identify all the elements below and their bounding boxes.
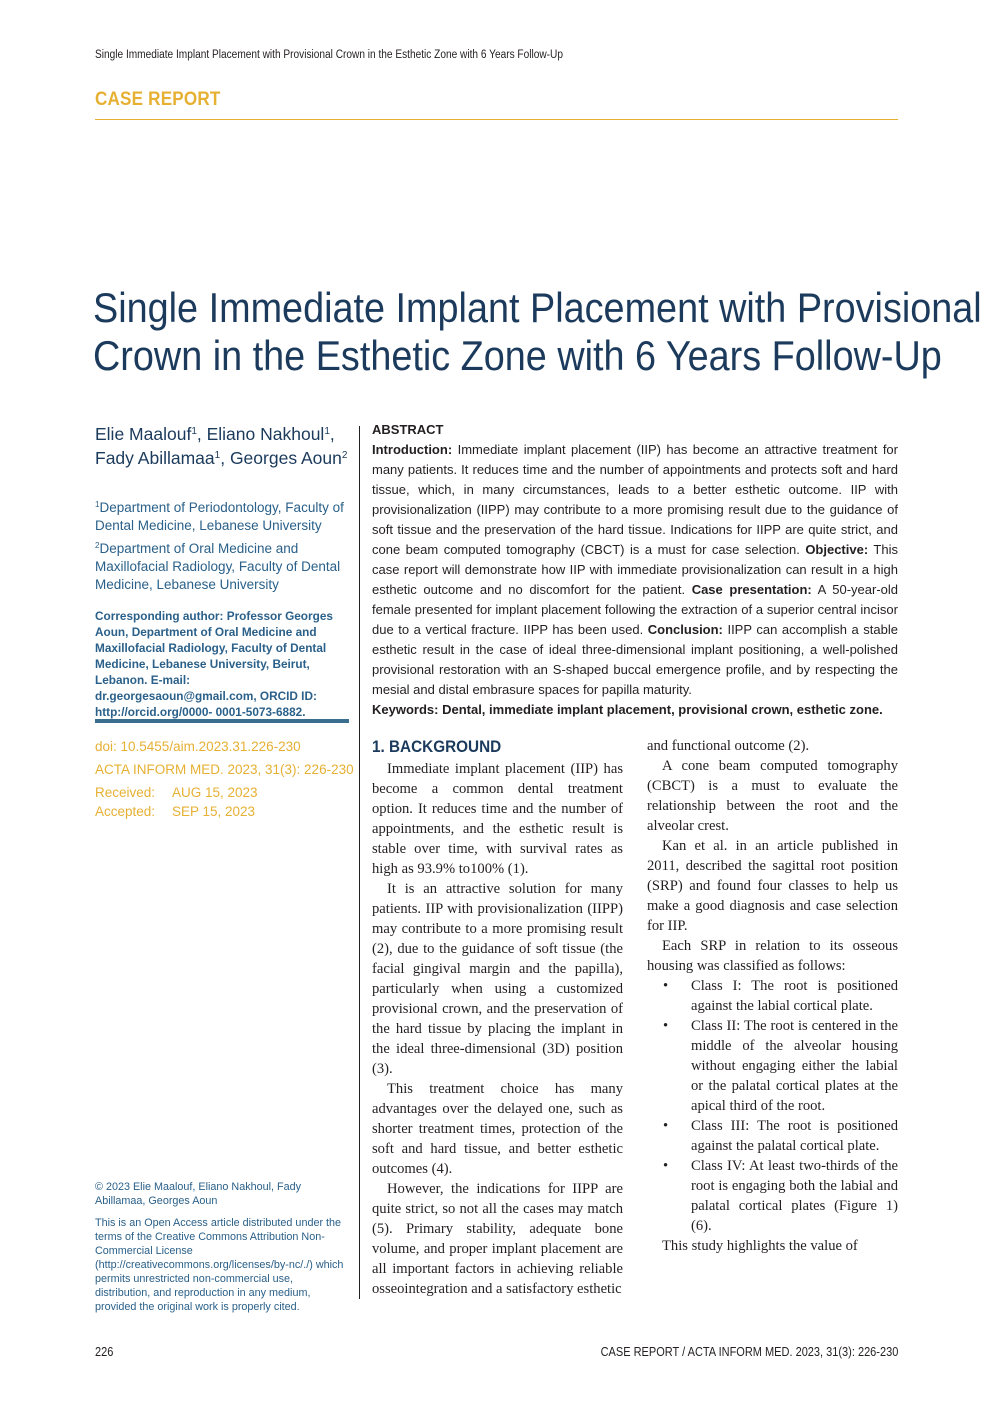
abstract-heading: ABSTRACT bbox=[372, 422, 444, 437]
body-paragraph: However, the indications for IIPP are quite strict, so not all the cases may match (5). Primary stability, adequate bone volume, and proper implant placement are all important factors in achieving reliable osseointegration and a satisfactory esthetic bbox=[372, 1181, 623, 1297]
body-column-1 bbox=[372, 736, 623, 1299]
affiliation-mark: 1 bbox=[95, 500, 100, 509]
author-affil-mark: 1 bbox=[324, 426, 330, 437]
abstract bbox=[372, 420, 898, 720]
copyright-notice: © 2023 Elie Maalouf, Eliano Nakhoul, Fady Abillamaa, Georges Aoun bbox=[95, 1181, 302, 1207]
list-item bbox=[647, 1016, 898, 1116]
affiliation-1 bbox=[95, 496, 350, 535]
accepted-row bbox=[95, 802, 258, 821]
section-label: CASE REPORT bbox=[95, 89, 221, 110]
abstract-intro-text: Immediate implant placement (IIP) has become an attractive treatment for many patients. It reduces time and the number of appointments and protects soft and hard tissue, which, in many circumstances, leads to a better esthetic outcome. IIP with provisionalization (IIPP) may contribute to a more promising result due to the guidance of soft tissue and the preservation of the hard tissue. Indications for IIPP are quite strict, and cone beam computed tomography (CBCT) is a must for case selection. bbox=[372, 442, 898, 557]
sidebar-divider bbox=[95, 719, 349, 723]
abstract-keywords: Keywords: Dental, immediate implant placement, provisional crown, esthetic zone. bbox=[372, 702, 883, 717]
body-paragraph: It is an attractive solution for many patients. IIP with provisionalization (IIPP) may contribute to a more promising result (2), due to the guidance of soft tissue (the facial gingival margin and the papilla), particularly when using a customized provisional crown, and the preservation of the hard tissue by placing the implant in the ideal three-dimensional (3D) position (3). bbox=[372, 881, 623, 1077]
author-affil-mark: 1 bbox=[214, 450, 221, 461]
list-item bbox=[647, 976, 898, 1016]
author-affil-mark: 2 bbox=[341, 450, 348, 461]
page-number: 226 bbox=[95, 1345, 114, 1359]
list-item-text: Class I: The root is positioned against the labial cortical plate. bbox=[691, 978, 898, 1014]
list-item-text: Class II: The root is centered in the middle of the alveolar housing without engaging either the labial or the palatal cortical plates at the apical third of the root. bbox=[691, 1018, 898, 1114]
abstract-objective-text: This case report will demonstrate how IIP with immediate provisionalization can result in a high esthetic outcome and no discomfort for the patient. bbox=[372, 542, 898, 597]
list-item bbox=[647, 1116, 898, 1156]
accepted-date: SEP 15, 2023 bbox=[172, 804, 256, 819]
list-item-text: Class IV: At least two-thirds of the root is engaging both the labial and palatal cortical plates (Figure 1) (6). bbox=[691, 1158, 898, 1234]
affiliation-text: Department of Oral Medicine and Maxillofacial Radiology, Faculty of Dental Medicine, Lebanese University bbox=[95, 541, 341, 592]
body-column-2 bbox=[647, 736, 898, 1256]
author-name: , Fady Abillamaa bbox=[95, 424, 335, 468]
list-item-text: Class III: The root is positioned against the palatal cortical plate. bbox=[691, 1118, 898, 1154]
body-paragraph: Each SRP in relation to its osseous housing was classified as follows: bbox=[647, 938, 898, 974]
author-list bbox=[95, 421, 355, 469]
abstract-body bbox=[372, 440, 898, 700]
bullet-icon: • bbox=[663, 1118, 669, 1134]
article-title bbox=[93, 284, 982, 380]
affiliation-mark: 2 bbox=[95, 541, 100, 550]
accepted-label: Accepted: bbox=[95, 804, 156, 819]
bullet-icon: • bbox=[663, 1158, 669, 1174]
author-name: Elie Maalouf bbox=[95, 424, 192, 444]
footer-journal-ref: CASE REPORT / ACTA INFORM MED. 2023, 31(3): 226-230 bbox=[600, 1345, 898, 1359]
received-date: AUG 15, 2023 bbox=[172, 785, 258, 800]
title-line-2: Crown in the Esthetic Zone with 6 Years Follow-Up bbox=[93, 332, 942, 379]
running-head: Single Immediate Implant Placement with Provisional Crown in the Esthetic Zone with 6 Years Follow-Up bbox=[95, 49, 563, 61]
corresponding-author: Corresponding author: Professor Georges Aoun, Department of Oral Medicine and Maxillofacial Radiology, Faculty of Dental Medicine, Lebanese University, Beirut, Lebanon. E-mail: dr.georgesaoun@gmail.com, ORCID ID: http://orcid.org/0000- 0001-5073-6882. bbox=[95, 609, 333, 719]
srp-class-list bbox=[647, 976, 898, 1236]
received-label: Received: bbox=[95, 785, 156, 800]
title-line-1: Single Immediate Implant Placement with Provisional bbox=[93, 284, 982, 331]
header-divider bbox=[95, 119, 898, 120]
affiliation-text: Department of Periodontology, Faculty of Dental Medicine, Lebanese University bbox=[95, 500, 344, 533]
column-divider bbox=[359, 426, 360, 1299]
author-affil-mark: 1 bbox=[191, 426, 197, 437]
body-paragraph: A cone beam computed tomography (CBCT) is a must to evaluate the relationship between the root and the alveolar crest. bbox=[647, 758, 898, 834]
bullet-icon: • bbox=[663, 1018, 669, 1034]
body-paragraph: Immediate implant placement (IIP) has become a common dental treatment option. It reduces time and the number of appointments, and the esthetic result is stable over time, with survival rates as high as 93.9% to100% (1). bbox=[372, 761, 623, 877]
affiliation-2 bbox=[95, 537, 350, 594]
abstract-conclusion-label: Conclusion: bbox=[647, 622, 723, 637]
body-paragraph: Kan et al. in an article published in 2011, described the sagittal root position (SRP) and found four classes to help us make a good diagnosis and case selection for IIP. bbox=[647, 838, 898, 934]
bullet-icon: • bbox=[663, 978, 669, 994]
abstract-objective-label: Objective: bbox=[805, 542, 869, 557]
journal-reference: ACTA INFORM MED. 2023, 31(3): 226-230 bbox=[95, 762, 354, 777]
abstract-conclusion-text: IIPP can accomplish a stable esthetic result in the case of ideal three-dimensional implant positioning, a well-polished provisional restoration with an S-shaped buccal emergence profile, and by respecting the mesial and distal embrasure spaces for papilla maturity. bbox=[372, 622, 898, 697]
doi: doi: 10.5455/aim.2023.31.226-230 bbox=[95, 739, 301, 754]
body-paragraph: This treatment choice has many advantages over the delayed one, such as shorter treatment times, protection of the soft and hard tissue, and better esthetic outcomes (4). bbox=[372, 1081, 623, 1177]
abstract-case-text: A 50-year-old female presented for implant placement following the extraction of a superior central incisor due to a vertical fracture. IIPP has been used. bbox=[372, 582, 898, 637]
abstract-case-label: Case presentation: bbox=[691, 582, 812, 597]
author-name: , Georges Aoun bbox=[220, 448, 342, 468]
article-dates bbox=[95, 783, 258, 821]
section-heading-background: 1. BACKGROUND bbox=[372, 737, 502, 756]
received-row bbox=[95, 783, 258, 802]
list-item bbox=[647, 1156, 898, 1236]
body-paragraph: This study highlights the value of bbox=[662, 1238, 858, 1254]
abstract-intro-label: Introduction: bbox=[372, 442, 453, 457]
author-name: , Eliano Nakhoul bbox=[196, 424, 325, 444]
license-notice: This is an Open Access article distributed under the terms of the Creative Commons Attribution Non-Commercial License (http://creativecommons.org/licenses/by-nc/./) which permits unrestricted non-commercial use, distribution, and reproduction in any medium, provided the original work is properly cited. bbox=[95, 1217, 344, 1313]
body-paragraph-continued: and functional outcome (2). bbox=[647, 738, 810, 754]
